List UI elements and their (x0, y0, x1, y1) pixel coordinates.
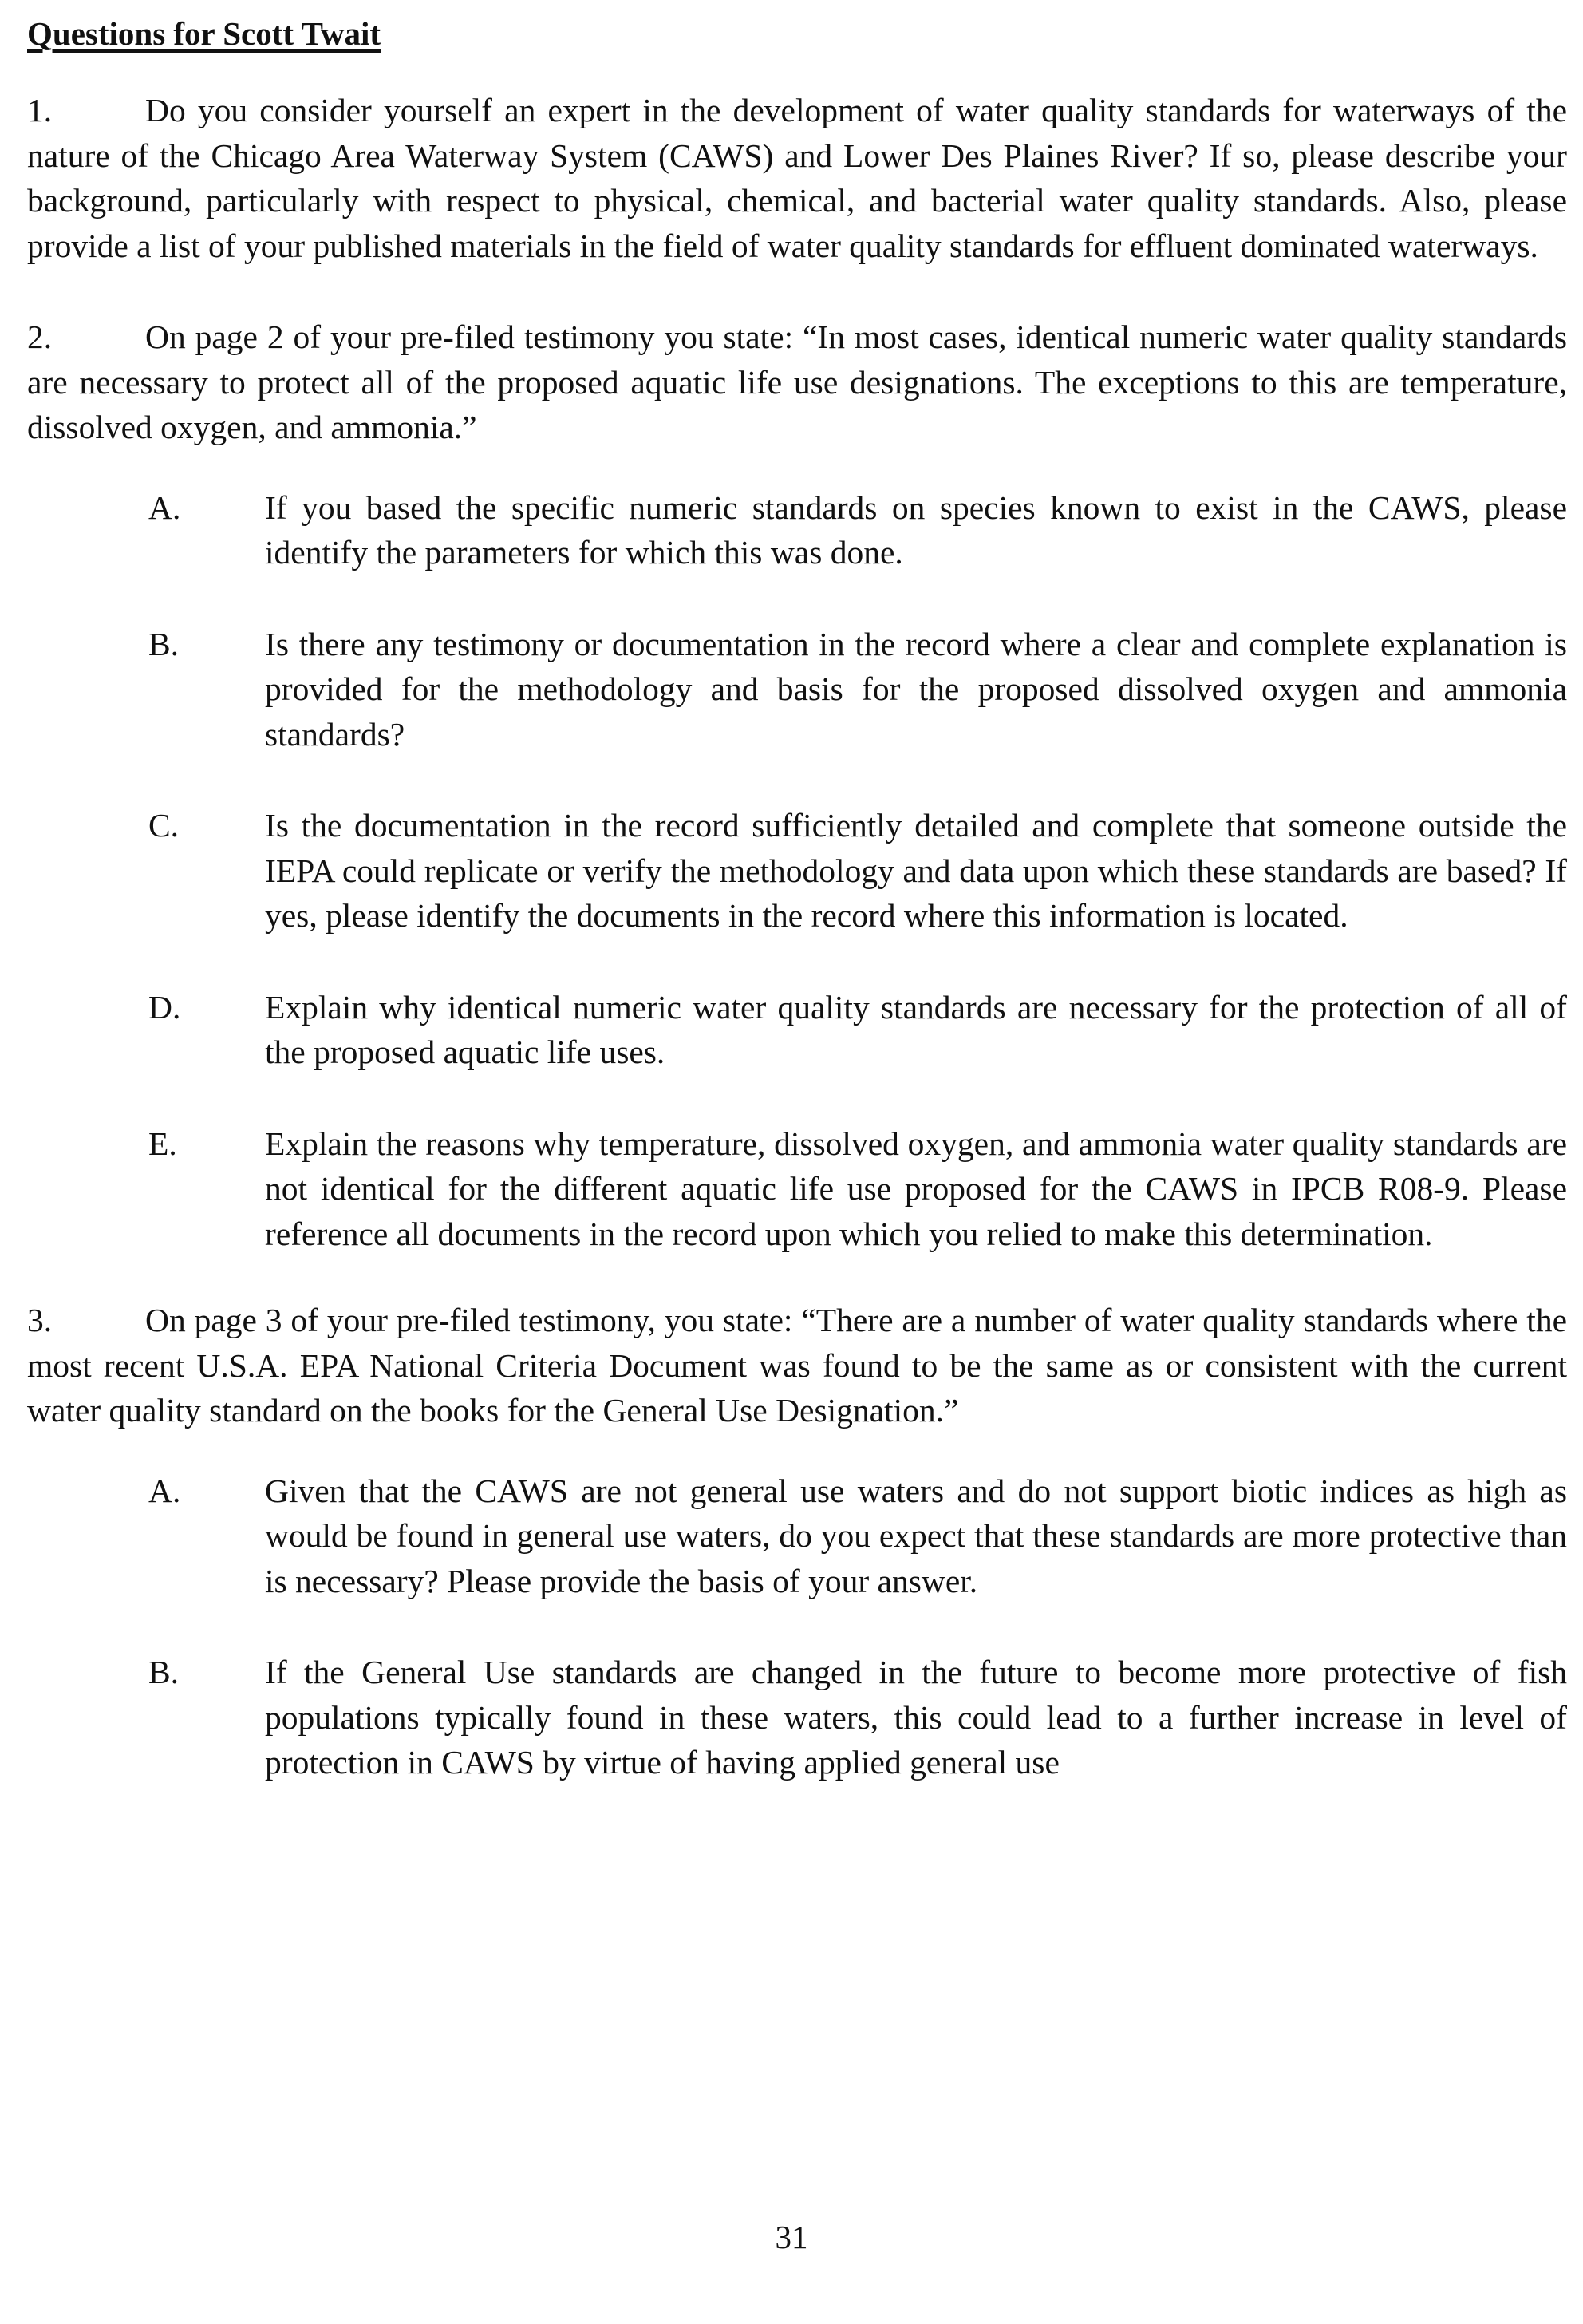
question-3-part-a (27, 1468, 1567, 1604)
question-3-part-b (27, 1650, 1567, 1785)
sub-question-text: Given that the CAWS are not general use waters and do not support biotic indices as high as would be found in general use waters, do you expect that these standards are more protective than is necessary? Please provide the basis of your answer. (265, 1472, 1567, 1599)
question-2-part-a (27, 485, 1567, 575)
question-2 (27, 314, 1567, 450)
question-text: On page 3 of your pre-filed testimony, you state: “There are a number of water quality standards where the most recent U.S.A. EPA National Criteria Document was found to be the same as or consistent with the current water quality standard on the books for the General Use Designation.” (27, 1302, 1567, 1429)
question-2-part-d (27, 985, 1567, 1075)
question-2-part-c (27, 803, 1567, 939)
sub-question-letter: A. (148, 1472, 181, 1509)
question-1 (27, 88, 1567, 268)
page-number: 31 (775, 2219, 808, 2255)
sub-question-text: Explain why identical numeric water quality standards are necessary for the protection of all of the proposed aquatic life uses. (265, 988, 1567, 1070)
question-number: 3. (27, 1302, 53, 1338)
sub-question-text: If you based the specific numeric standards on species known to exist in the CAWS, please identify the parameters for which this was done. (265, 488, 1567, 571)
sub-question-letter: D. (148, 988, 181, 1026)
sub-question-text: Is the documentation in the record sufficiently detailed and complete that someone outside the IEPA could replicate or verify the methodology and data upon which these standards are based? If yes, please identify the documents in the record where this information is located. (265, 807, 1567, 934)
sub-question-text: Explain the reasons why temperature, dissolved oxygen, and ammonia water quality standards are not identical for the different aquatic life use proposed for the CAWS in IPCB R08-9. Please reference all documents in the record upon which you relied to make this determination. (265, 1124, 1567, 1252)
sub-question-letter: C. (148, 807, 180, 844)
question-number: 2. (27, 318, 53, 355)
question-2-part-e (27, 1121, 1567, 1257)
sub-question-text: If the General Use standards are changed in the future to become more protective of fish populations typically found in these waters, this could lead to a further increase in level of protection in CAWS by virtue of having applied general use (265, 1654, 1567, 1781)
sub-question-letter: E. (148, 1124, 177, 1162)
question-text: Do you consider yourself an expert in the development of water quality standards for waterways of the nature of the Chicago Area Waterway System (CAWS) and Lower Des Plaines River? If so, please describe your background, particularly with respect to physical, chemical, and bacterial water quality standards. Also, please provide a list of your published materials in the field of water quality standards for effluent dominated waterways. (27, 92, 1567, 264)
question-3 (27, 1298, 1567, 1433)
question-2-part-b (27, 622, 1567, 757)
sub-question-letter: A. (148, 488, 181, 526)
question-text: On page 2 of your pre-filed testimony you state: “In most cases, identical numeric water quality standards are necessary to protect all of the proposed aquatic life use designations. The exceptions to this are temperature, dissolved oxygen, and ammonia.” (27, 318, 1567, 445)
page-heading: Questions for Scott Twait (27, 15, 381, 52)
sub-question-letter: B. (148, 625, 180, 662)
sub-question-text: Is there any testimony or documentation in the record where a clear and complete explanation is provided for the methodology and basis for the proposed dissolved oxygen and ammonia standards? (265, 625, 1567, 753)
question-number: 1. (27, 92, 53, 128)
sub-question-letter: B. (148, 1654, 180, 1690)
